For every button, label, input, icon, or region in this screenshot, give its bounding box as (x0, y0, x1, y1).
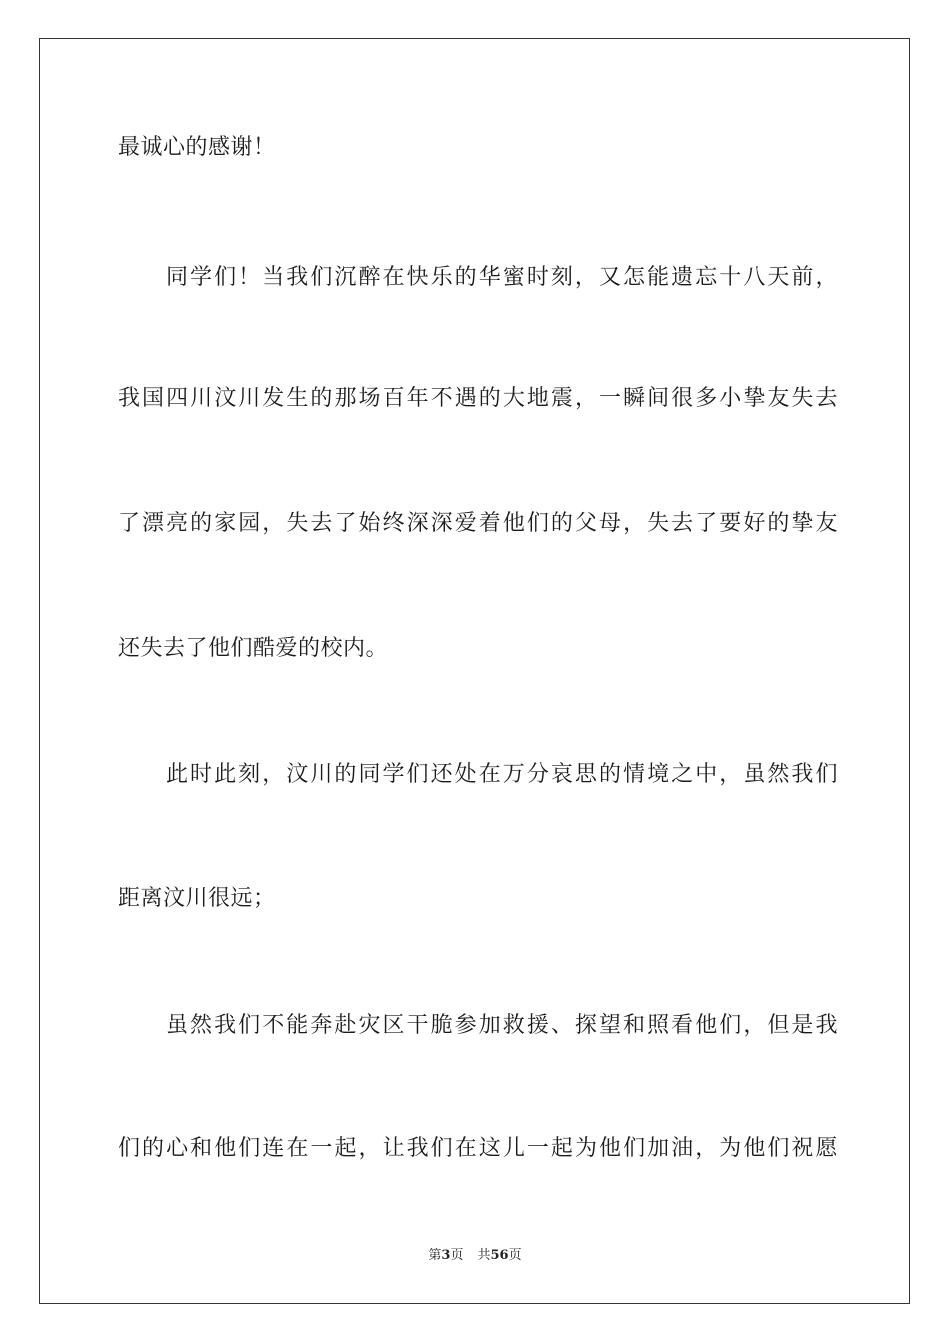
page-suffix: 页 (450, 1248, 464, 1263)
page-prefix: 第 (428, 1248, 442, 1263)
total-pages: 56 (490, 1248, 509, 1263)
body-line-1: 最诚心的感谢！ (118, 135, 276, 160)
total-suffix: 页 (508, 1248, 522, 1263)
body-line-9: 们的心和他们连在一起，让我们在这儿一起为他们加油，为他们祝愿 (118, 1136, 838, 1161)
page-footer (0, 1247, 950, 1265)
total-prefix: 共 (477, 1248, 491, 1263)
body-line-3: 我国四川汶川发生的那场百年不遇的大地震，一瞬间很多小挚友失去 (118, 386, 838, 411)
body-line-2: 同学们！当我们沉醉在快乐的华蜜时刻，又怎能遗忘十八天前， (166, 265, 838, 290)
body-line-5: 还失去了他们酷爱的校内。 (118, 636, 389, 661)
body-line-7: 距离汶川很远； (118, 886, 276, 911)
page-number: 3 (441, 1248, 451, 1263)
body-line-4: 了漂亮的家园，失去了始终深深爱着他们的父母，失去了要好的挚友 (118, 511, 838, 536)
page-border (39, 38, 910, 1304)
body-line-8: 虽然我们不能奔赴灾区干脆参加救援、探望和照看他们，但是我 (166, 1013, 838, 1038)
body-line-6: 此时此刻，汶川的同学们还处在万分哀思的情境之中，虽然我们 (166, 762, 838, 787)
